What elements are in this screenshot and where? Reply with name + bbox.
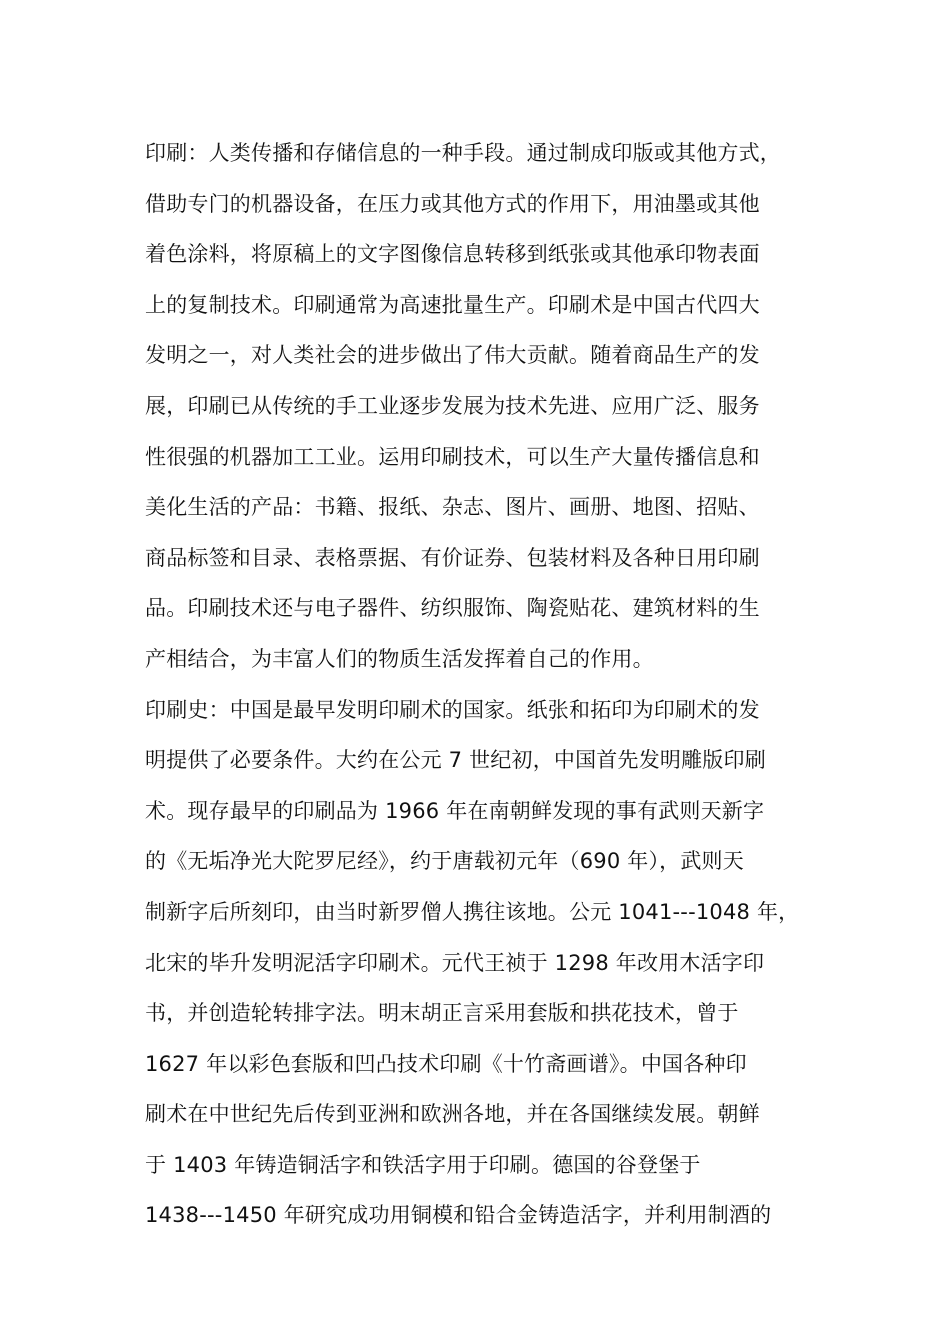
text-line: 品。印刷技术还与电子器件、纺织服饰、陶瓷贴花、建筑材料的生 [145, 596, 760, 621]
text-line: 借助专门的机器设备，在压力或其他方式的作用下，用油墨或其他 [145, 191, 760, 216]
text-line: 明提供了必要条件。大约在公元 7 世纪初，中国首先发明雕版印刷 [145, 748, 766, 773]
text-line: 术。现存最早的印刷品为 1966 年在南朝鲜发现的事有武则天新字 [145, 798, 765, 823]
text-line: 1438---1450 年研究成功用铜模和铅合金铸造活字，并利用制酒的 [145, 1203, 772, 1228]
text-line: 性很强的机器加工工业。运用印刷技术，可以生产大量传播信息和 [145, 444, 760, 469]
text-line: 着色涂料，将原稿上的文字图像信息转移到纸张或其他承印物表面 [145, 242, 760, 267]
text-line: 书，并创造轮转排字法。明末胡正言采用套版和拱花技术，曾于 [145, 1001, 739, 1026]
text-line: 上的复制技术。印刷通常为高速批量生产。印刷术是中国古代四大 [145, 292, 760, 317]
text-line: 北宋的毕升发明泥活字印刷术。元代王祯于 1298 年改用木活字印 [145, 950, 765, 975]
text-line: 商品标签和目录、表格票据、有价证券、包装材料及各种日用印刷 [145, 545, 760, 570]
text-line: 印刷：人类传播和存储信息的一种手段。通过制成印版或其他方式， [145, 141, 781, 165]
text-line: 制新字后所刻印，由当时新罗僧人携往该地。公元 1041---1048 年， [145, 899, 800, 924]
text-line: 美化生活的产品：书籍、报纸、杂志、图片、画册、地图、招贴、 [145, 495, 760, 520]
text-line: 印刷史：中国是最早发明印刷术的国家。纸张和拓印为印刷术的发 [145, 697, 760, 722]
text-line: 1627 年以彩色套版和凹凸技术印刷《十竹斋画谱》。中国各种印 [145, 1051, 747, 1076]
text-line: 刷术在中世纪先后传到亚洲和欧洲各地，并在各国继续发展。朝鲜 [145, 1102, 760, 1127]
text-line: 展，印刷已从传统的手工业逐步发展为技术先进、应用广泛、服务 [145, 393, 760, 418]
body-text [145, 128, 845, 1241]
text-line: 发明之一，对人类社会的进步做出了伟大贡献。随着商品生产的发 [145, 343, 760, 368]
text-line: 于 1403 年铸造铜活字和铁活字用于印刷。德国的谷登堡于 [145, 1152, 701, 1177]
text-line: 产相结合，为丰富人们的物质生活发挥着自己的作用。 [145, 646, 654, 671]
text-line: 的《无垢净光大陀罗尼经》，约于唐载初元年（690 年），武则天 [145, 849, 744, 874]
